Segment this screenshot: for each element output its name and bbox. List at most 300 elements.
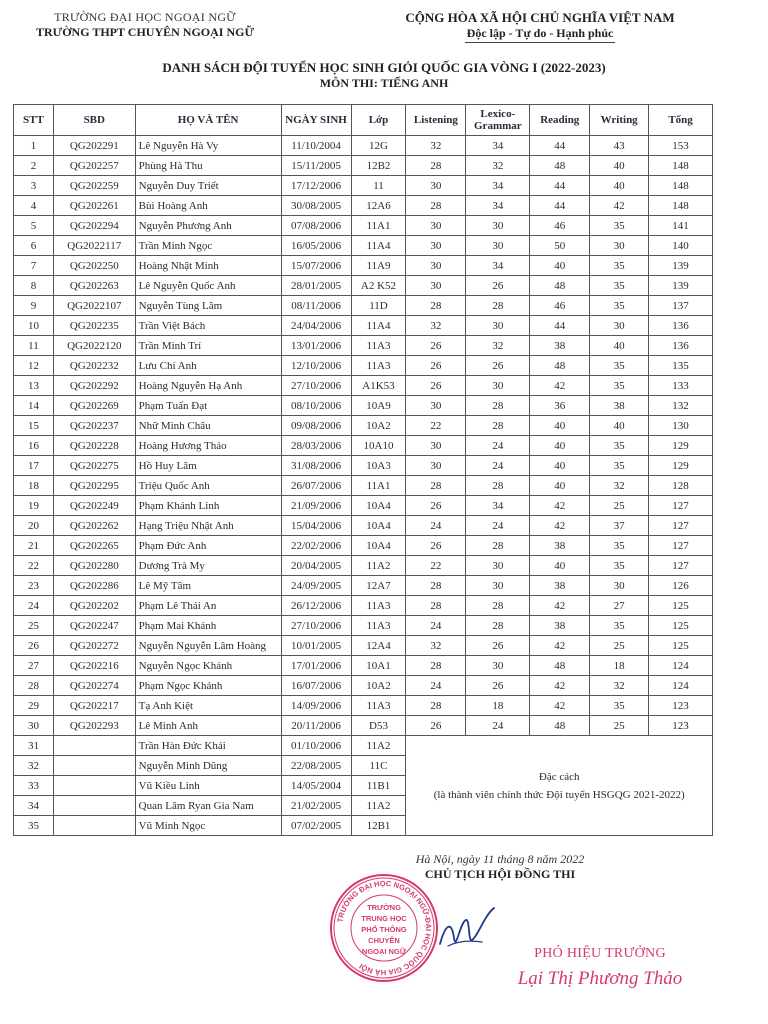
table-cell: 44 <box>530 176 590 196</box>
table-cell: 133 <box>649 376 713 396</box>
special-admission-note <box>406 736 713 836</box>
table-cell: 28 <box>406 696 466 716</box>
table-row <box>14 156 713 176</box>
table-cell: 22/02/2006 <box>281 536 351 556</box>
table-cell: 48 <box>530 356 590 376</box>
table-cell: QG202280 <box>53 556 135 576</box>
table-row <box>14 596 713 616</box>
motto-underline <box>465 42 615 43</box>
table-cell: 12G <box>351 136 406 156</box>
table-cell: 08/11/2006 <box>281 296 351 316</box>
table-cell: 07/08/2006 <box>281 216 351 236</box>
table-row <box>14 556 713 576</box>
country-name: CỘNG HÒA XÃ HỘI CHỦ NGHĨA VIỆT NAM <box>405 10 675 25</box>
table-cell: 11 <box>351 176 406 196</box>
table-row <box>14 536 713 556</box>
table-row <box>14 176 713 196</box>
table-cell: 17/12/2006 <box>281 176 351 196</box>
table-cell: 30 <box>406 436 466 456</box>
table-cell: 24/04/2006 <box>281 316 351 336</box>
table-cell: 40 <box>590 156 649 176</box>
table-cell: 42 <box>530 496 590 516</box>
table-cell: 35 <box>590 456 649 476</box>
table-row <box>14 616 713 636</box>
table-cell: 148 <box>649 156 713 176</box>
table-cell: QG202274 <box>53 676 135 696</box>
table-cell: 11A3 <box>351 336 406 356</box>
table-cell: Nguyễn Duy Triết <box>135 176 281 196</box>
table-cell: 127 <box>649 556 713 576</box>
table-cell: 28 <box>406 156 466 176</box>
table-cell: 11B1 <box>351 776 406 796</box>
table-cell: 30 <box>406 236 466 256</box>
team-list-table <box>13 104 713 836</box>
table-cell: QG202269 <box>53 396 135 416</box>
table-cell: 28/03/2006 <box>281 436 351 456</box>
table-cell: 127 <box>649 496 713 516</box>
col-header: Writing <box>590 105 649 136</box>
table-cell: 30 <box>406 256 466 276</box>
table-cell: 11D <box>351 296 406 316</box>
table-cell: 11A3 <box>351 696 406 716</box>
table-cell: 31 <box>14 736 54 756</box>
table-cell: 44 <box>530 316 590 336</box>
table-cell: 18 <box>590 656 649 676</box>
table-cell: QG202235 <box>53 316 135 336</box>
table-cell: 50 <box>530 236 590 256</box>
table-row <box>14 496 713 516</box>
table-cell: QG202259 <box>53 176 135 196</box>
council-chair-role: CHỦ TỊCH HỘI ĐỒNG THI <box>424 867 576 881</box>
table-cell: 26 <box>466 636 530 656</box>
table-cell: Tạ Anh Kiệt <box>135 696 281 716</box>
table-cell: QG202262 <box>53 516 135 536</box>
table-cell: 42 <box>530 676 590 696</box>
signer-title: PHÓ HIỆU TRƯỞNG <box>534 946 666 961</box>
table-cell: A1K53 <box>351 376 406 396</box>
table-row <box>14 256 713 276</box>
table-cell: Nguyễn Minh Dũng <box>135 756 281 776</box>
table-cell: 16/05/2006 <box>281 236 351 256</box>
table-cell: QG202247 <box>53 616 135 636</box>
table-cell: 40 <box>590 416 649 436</box>
table-cell: 48 <box>530 156 590 176</box>
table-cell: 130 <box>649 416 713 436</box>
table-cell: 30 <box>590 236 649 256</box>
table-cell: Nguyễn Tùng Lâm <box>135 296 281 316</box>
stamp-line: TRƯỜNG <box>367 903 401 912</box>
table-cell: 24 <box>406 676 466 696</box>
table-cell: 127 <box>649 516 713 536</box>
table-cell: 42 <box>530 696 590 716</box>
table-row <box>14 736 713 756</box>
table-cell: Lê Nguyễn Hà Vy <box>135 136 281 156</box>
table-cell: 35 <box>590 276 649 296</box>
table-cell: 127 <box>649 536 713 556</box>
table-cell: 36 <box>530 396 590 416</box>
table-cell: 40 <box>530 556 590 576</box>
table-cell: Hồ Huy Lâm <box>135 456 281 476</box>
table-cell: 40 <box>530 456 590 476</box>
table-cell: QG2022120 <box>53 336 135 356</box>
table-cell: 26 <box>406 496 466 516</box>
document-title <box>0 60 768 91</box>
table-cell: 35 <box>590 296 649 316</box>
table-cell: 34 <box>466 136 530 156</box>
table-cell: 14/09/2006 <box>281 696 351 716</box>
table-cell: 123 <box>649 696 713 716</box>
table-cell: Bùi Hoàng Anh <box>135 196 281 216</box>
table-cell: Phạm Lê Thái An <box>135 596 281 616</box>
table-cell: Lưu Chí Anh <box>135 356 281 376</box>
table-cell: 11A3 <box>351 616 406 636</box>
table-cell: 28 <box>14 676 54 696</box>
table-row <box>14 196 713 216</box>
table-cell: 01/10/2006 <box>281 736 351 756</box>
table-cell: 125 <box>649 596 713 616</box>
table-cell: Phạm Tuấn Đạt <box>135 396 281 416</box>
note-line-2: (là thành viên chính thức Đội tuyển HSGQG 2021-2022) <box>433 788 685 801</box>
table-cell: 32 <box>406 636 466 656</box>
col-header: HỌ VÀ TÊN <box>135 105 281 136</box>
table-cell: 12 <box>14 356 54 376</box>
table-cell: QG202291 <box>53 136 135 156</box>
table-cell: 21/09/2006 <box>281 496 351 516</box>
table-cell: Trần Việt Bách <box>135 316 281 336</box>
table-cell <box>53 796 135 816</box>
table-cell: 28 <box>406 296 466 316</box>
table-cell: 25 <box>590 496 649 516</box>
table-cell: 10A4 <box>351 516 406 536</box>
table-cell: 35 <box>590 556 649 576</box>
table-cell: Nhữ Minh Châu <box>135 416 281 436</box>
table-cell: 34 <box>466 256 530 276</box>
table-row <box>14 456 713 476</box>
table-cell: 11A3 <box>351 596 406 616</box>
table-cell: 129 <box>649 436 713 456</box>
table-cell: 26 <box>406 356 466 376</box>
table-cell: QG202217 <box>53 696 135 716</box>
table-cell: 35 <box>14 816 54 836</box>
table-row <box>14 416 713 436</box>
table-cell: 35 <box>590 536 649 556</box>
table-cell: Trần Hàn Đức Khải <box>135 736 281 756</box>
table-cell: 15/04/2006 <box>281 516 351 536</box>
table-cell: Vũ Kiều Linh <box>135 776 281 796</box>
table-cell: QG202272 <box>53 636 135 656</box>
table-cell: 22 <box>406 556 466 576</box>
table-cell: QG202265 <box>53 536 135 556</box>
table-cell: 11A4 <box>351 316 406 336</box>
table-cell: 38 <box>590 396 649 416</box>
table-cell: 11A4 <box>351 236 406 256</box>
table-cell: Nguyễn Nguyễn Lâm Hoàng <box>135 636 281 656</box>
table-cell: Hoàng Nhật Minh <box>135 256 281 276</box>
note-line-1: Đặc cách <box>538 770 580 783</box>
table-cell: 07/02/2005 <box>281 816 351 836</box>
table-cell: 26/12/2006 <box>281 596 351 616</box>
table-cell: Phạm Đức Anh <box>135 536 281 556</box>
table-cell: 16 <box>14 436 54 456</box>
table-cell: QG202263 <box>53 276 135 296</box>
table-cell: 11 <box>14 336 54 356</box>
table-cell: 26 <box>466 276 530 296</box>
table-cell: QG202275 <box>53 456 135 476</box>
table-cell: 23 <box>14 576 54 596</box>
table-cell: 26 <box>466 356 530 376</box>
table-cell: 32 <box>406 136 466 156</box>
table-cell: 27 <box>14 656 54 676</box>
table-cell: 34 <box>466 176 530 196</box>
table-cell: 33 <box>14 776 54 796</box>
title-line-2: MÔN THI: TIẾNG ANH <box>319 76 449 90</box>
table-row <box>14 516 713 536</box>
table-cell: 30 <box>406 176 466 196</box>
table-cell: 30 <box>14 716 54 736</box>
table-cell: 125 <box>649 616 713 636</box>
table-cell: QG202294 <box>53 216 135 236</box>
table-row <box>14 136 713 156</box>
table-cell: 12A7 <box>351 576 406 596</box>
table-cell: 28 <box>466 476 530 496</box>
table-cell: Lê Nguyễn Quốc Anh <box>135 276 281 296</box>
table-cell: Hoàng Nguyễn Hạ Anh <box>135 376 281 396</box>
stamp-line: TRUNG HỌC <box>361 914 407 923</box>
table-cell: 26 <box>466 676 530 696</box>
table-cell: 11A1 <box>351 216 406 236</box>
table-cell: 148 <box>649 196 713 216</box>
table-cell: 26/07/2006 <box>281 476 351 496</box>
table-cell: 48 <box>530 656 590 676</box>
table-cell: 4 <box>14 196 54 216</box>
table-cell: 14/05/2004 <box>281 776 351 796</box>
table-cell: 17/01/2006 <box>281 656 351 676</box>
col-header: Tổng <box>649 105 713 136</box>
table-row <box>14 676 713 696</box>
table-cell: 21 <box>14 536 54 556</box>
table-cell: 28 <box>466 396 530 416</box>
table-cell: 28 <box>406 196 466 216</box>
table-cell: Hạng Triệu Nhật Anh <box>135 516 281 536</box>
table-cell: 24 <box>14 596 54 616</box>
table-cell: 34 <box>466 196 530 216</box>
table-cell: 42 <box>530 516 590 536</box>
table-cell: 12B2 <box>351 156 406 176</box>
table-cell: 12A4 <box>351 636 406 656</box>
table-row <box>14 656 713 676</box>
table-cell: 28 <box>466 616 530 636</box>
table-cell: 15/07/2006 <box>281 256 351 276</box>
table-cell: 34 <box>466 496 530 516</box>
table-cell: 125 <box>649 636 713 656</box>
table-cell: 32 <box>14 756 54 776</box>
table-cell: 5 <box>14 216 54 236</box>
table-cell: 11A2 <box>351 736 406 756</box>
table-cell: 10 <box>14 316 54 336</box>
table-cell: 12A6 <box>351 196 406 216</box>
table-cell: 38 <box>530 616 590 636</box>
table-cell: 13 <box>14 376 54 396</box>
table-cell: 20 <box>14 516 54 536</box>
table-cell: 48 <box>530 276 590 296</box>
stamp-line: NGOẠI NGỮ <box>361 947 407 956</box>
table-cell: 40 <box>590 176 649 196</box>
table-cell: QG202228 <box>53 436 135 456</box>
table-cell: 30 <box>590 576 649 596</box>
table-cell: 10A4 <box>351 536 406 556</box>
table-cell: Phùng Hà Thu <box>135 156 281 176</box>
table-cell: 09/08/2006 <box>281 416 351 436</box>
table-cell: QG202257 <box>53 156 135 176</box>
table-cell: 48 <box>530 716 590 736</box>
table-cell: 32 <box>590 676 649 696</box>
table-row <box>14 276 713 296</box>
table-cell: 30 <box>466 556 530 576</box>
table-cell: Quan Lâm Ryan Gia Nam <box>135 796 281 816</box>
table-cell: 11A3 <box>351 356 406 376</box>
table-cell: 13/01/2006 <box>281 336 351 356</box>
table-cell: 26 <box>406 536 466 556</box>
table-cell: 25 <box>14 616 54 636</box>
table-cell: 12B1 <box>351 816 406 836</box>
table-cell: 26 <box>14 636 54 656</box>
table-row <box>14 716 713 736</box>
col-header: STT <box>14 105 54 136</box>
table-cell: 8 <box>14 276 54 296</box>
table-cell: 21/02/2005 <box>281 796 351 816</box>
table-cell: 136 <box>649 316 713 336</box>
table-cell: 30 <box>466 376 530 396</box>
stamp-line: PHỔ THÔNG <box>361 925 407 934</box>
university-name: TRƯỜNG ĐẠI HỌC NGOẠI NGỮ <box>54 10 236 24</box>
table-cell: 124 <box>649 676 713 696</box>
table-cell: 42 <box>530 636 590 656</box>
table-cell: 35 <box>590 436 649 456</box>
table-cell: 141 <box>649 216 713 236</box>
table-cell: 22 <box>14 556 54 576</box>
table-cell: 31/08/2006 <box>281 456 351 476</box>
table-cell: QG202232 <box>53 356 135 376</box>
table-row <box>14 636 713 656</box>
table-cell: 25 <box>590 716 649 736</box>
table-cell: 40 <box>530 436 590 456</box>
table-cell: 28 <box>406 476 466 496</box>
table-cell: 10/01/2005 <box>281 636 351 656</box>
table-cell: 136 <box>649 336 713 356</box>
table-cell: 11A1 <box>351 476 406 496</box>
table-cell: A2 K52 <box>351 276 406 296</box>
table-cell: 16/07/2006 <box>281 676 351 696</box>
table-cell: 28 <box>466 596 530 616</box>
table-row <box>14 696 713 716</box>
table-cell: 44 <box>530 196 590 216</box>
table-cell: 24 <box>406 516 466 536</box>
table-cell: 18 <box>14 476 54 496</box>
table-cell: 124 <box>649 656 713 676</box>
table-cell: 15/11/2005 <box>281 156 351 176</box>
national-motto: Độc lập - Tự do - Hạnh phúc <box>466 26 614 40</box>
table-cell: 20/04/2005 <box>281 556 351 576</box>
table-cell: 28 <box>406 656 466 676</box>
table-cell: 11C <box>351 756 406 776</box>
table-cell: Dương Trà My <box>135 556 281 576</box>
table-cell: 28 <box>406 596 466 616</box>
table-cell: 32 <box>406 316 466 336</box>
table-cell: Phạm Ngọc Khánh <box>135 676 281 696</box>
table-cell: 2 <box>14 156 54 176</box>
table-cell: Lê Minh Anh <box>135 716 281 736</box>
table-cell: QG202286 <box>53 576 135 596</box>
table-header-row <box>14 105 713 136</box>
table-cell: 11A9 <box>351 256 406 276</box>
table-cell: 44 <box>530 136 590 156</box>
table-cell: 24 <box>466 436 530 456</box>
table-cell: 30 <box>466 216 530 236</box>
table-cell: 40 <box>590 336 649 356</box>
table-cell <box>53 756 135 776</box>
col-header: Lexico-Grammar <box>466 105 530 136</box>
table-cell: QG202261 <box>53 196 135 216</box>
table-row <box>14 216 713 236</box>
table-cell: 30 <box>466 576 530 596</box>
table-cell: 32 <box>466 336 530 356</box>
table-cell: 37 <box>590 516 649 536</box>
table-cell: Phạm Khánh Linh <box>135 496 281 516</box>
table-cell: 38 <box>530 536 590 556</box>
table-cell: 11/10/2004 <box>281 136 351 156</box>
col-header: NGÀY SINH <box>281 105 351 136</box>
table-cell <box>53 776 135 796</box>
table-cell: 27 <box>590 596 649 616</box>
table-cell: 35 <box>590 256 649 276</box>
table-cell: 40 <box>530 256 590 276</box>
table-cell: Nguyễn Ngọc Khánh <box>135 656 281 676</box>
table-cell: 139 <box>649 276 713 296</box>
table-cell: 27/10/2006 <box>281 616 351 636</box>
table-cell: 28 <box>406 576 466 596</box>
table-row <box>14 436 713 456</box>
stamp-ring-text: TRƯỜNG ĐẠI HỌC NGOẠI NGỮ-ĐẠI HỌC QUỐC GIA HÀ NỘI <box>335 878 434 978</box>
table-cell: 38 <box>530 336 590 356</box>
col-header: SBD <box>53 105 135 136</box>
table-cell: 26 <box>406 716 466 736</box>
table-cell: 10A2 <box>351 676 406 696</box>
table-cell: 123 <box>649 716 713 736</box>
table-cell: 24 <box>406 616 466 636</box>
table-cell: D53 <box>351 716 406 736</box>
table-cell: 22 <box>406 416 466 436</box>
table-cell: 30 <box>590 316 649 336</box>
table-row <box>14 576 713 596</box>
table-cell: 30/08/2005 <box>281 196 351 216</box>
table-cell: 24/09/2005 <box>281 576 351 596</box>
table-cell: QG202202 <box>53 596 135 616</box>
table-cell: QG202293 <box>53 716 135 736</box>
table-cell: QG202216 <box>53 656 135 676</box>
table-cell: 24 <box>466 716 530 736</box>
table-cell: 22/08/2005 <box>281 756 351 776</box>
table-cell: QG202237 <box>53 416 135 436</box>
table-cell: 11A2 <box>351 796 406 816</box>
table-cell: Phạm Mai Khánh <box>135 616 281 636</box>
table-cell: 126 <box>649 576 713 596</box>
table-cell: 137 <box>649 296 713 316</box>
table-cell: 35 <box>590 696 649 716</box>
table-cell: 30 <box>406 456 466 476</box>
table-cell: 10A4 <box>351 496 406 516</box>
table-cell: 20/11/2006 <box>281 716 351 736</box>
col-header: Lớp <box>351 105 406 136</box>
